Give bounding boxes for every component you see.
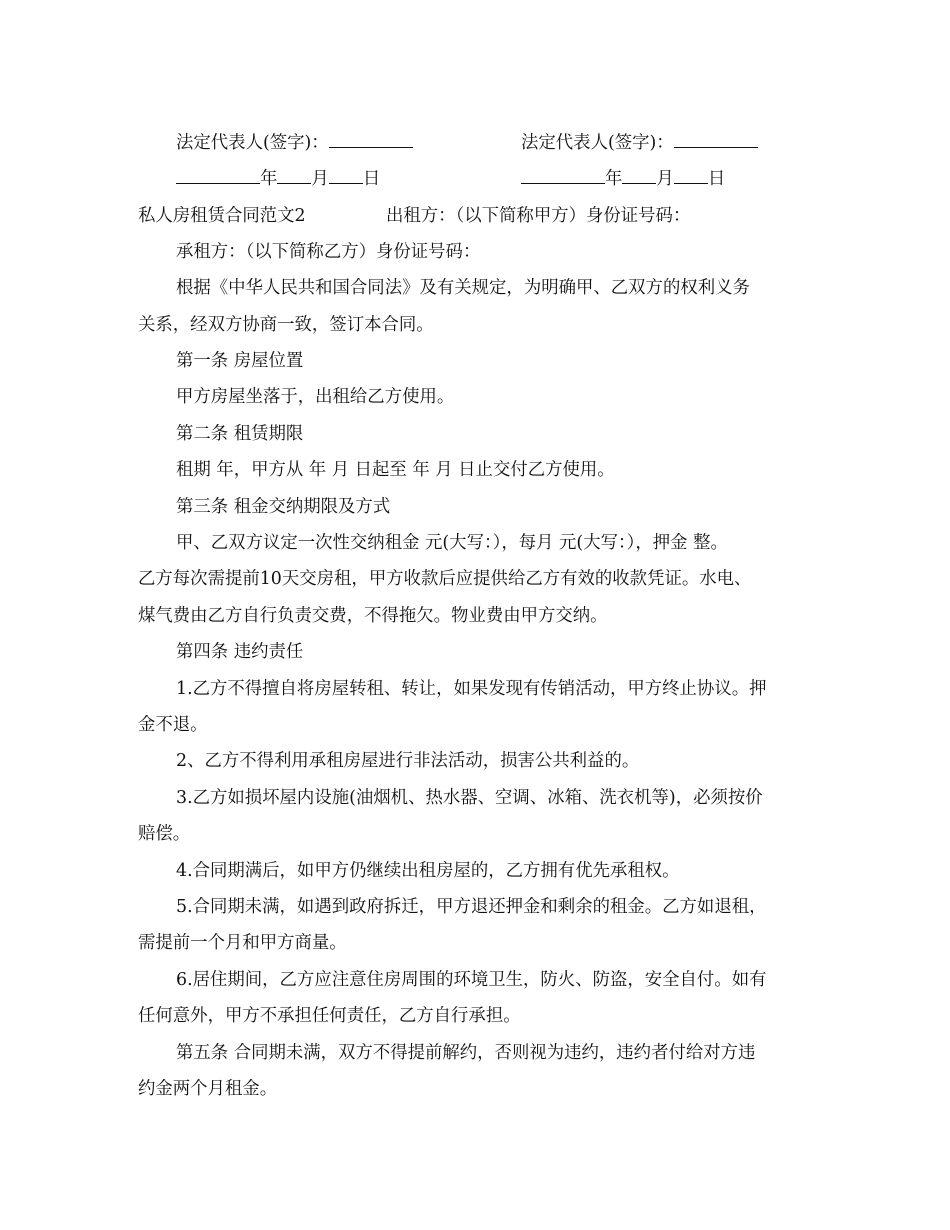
article-4-line: 任何意外，甲方不承担任何责任，乙方自行承担。: [138, 1006, 521, 1026]
article-3-heading: 第三条 租金交纳期限及方式: [176, 497, 391, 517]
left-rep-label: 法定代表人(签字)：: [176, 133, 329, 153]
right-rep-label: 法定代表人(签字)：: [521, 133, 674, 153]
article-4-line: 赔偿。: [138, 824, 191, 844]
contract-title: 私人房租赁合同范文2: [138, 206, 306, 226]
article-1-heading: 第一条 房屋位置: [176, 351, 304, 371]
left-signature-blank: [329, 131, 413, 148]
date-left: [176, 167, 380, 191]
article-5-line: 第五条 合同期未满，双方不得提前解约，否则视为违约，违约者付给对方违: [176, 1043, 756, 1063]
intro-line-2: 关系，经双方协商一致，签订本合同。: [138, 315, 434, 335]
article-4-line: 3.乙方如损坏屋内设施(油烟机、热水器、空调、冰箱、洗衣机等)，必须按价: [176, 788, 763, 808]
article-4-line: 1.乙方不得擅自将房屋转租、转让，如果发现有传销活动，甲方终止协议。押: [176, 679, 767, 699]
article-4-line: 需提前一个月和甲方商量。: [138, 933, 347, 953]
date-right: [521, 167, 725, 191]
right-signature-blank: [674, 131, 758, 148]
right-month-label: 月: [656, 169, 674, 189]
right-day-blank: [674, 167, 708, 184]
left-day-blank: [329, 167, 363, 184]
article-4-line: 5.合同期未满，如遇到政府拆迁，甲方退还押金和剩余的租金。乙方如退租，: [176, 897, 767, 917]
article-4-heading: 第四条 违约责任: [176, 642, 304, 662]
intro-line-1: 根据《中华人民共和国合同法》及有关规定，为明确甲、乙双方的权利义务: [176, 278, 750, 298]
right-year-label: 年: [605, 169, 623, 189]
article-2-text: 租期 年，甲方从 年 月 日起至 年 月 日止交付乙方使用。: [176, 460, 615, 480]
right-day-label: 日: [707, 169, 726, 189]
article-2-heading: 第二条 租赁期限: [176, 424, 304, 444]
article-4-line: 2、乙方不得利用承租房屋进行非法活动，损害公共利益的。: [176, 751, 640, 771]
article-4-line: 4.合同期满后，如甲方仍继续出租房屋的，乙方拥有优先承租权。: [176, 861, 680, 881]
article-3-line: 甲、乙双方议定一次性交纳租金 元(大写：），每月 元(大写：），押金 整。: [176, 533, 728, 553]
right-month-blank: [622, 167, 656, 184]
signature-right: [521, 131, 758, 155]
article-4-line: 6.居住期间，乙方应注意住房周围的环境卫生，防火、防盗，安全自付。如有: [176, 970, 767, 990]
article-1-text: 甲方房屋坐落于，出租给乙方使用。: [176, 387, 455, 407]
lessor-line: 出租方：（以下简称甲方）身份证号码：: [386, 206, 691, 226]
article-3-line: 煤气费由乙方自行负责交费，不得拖欠。物业费由甲方交纳。: [138, 606, 608, 626]
left-month-label: 月: [311, 169, 329, 189]
left-year-blank: [176, 167, 260, 184]
article-5-line: 约金两个月租金。: [138, 1079, 278, 1099]
right-year-blank: [521, 167, 605, 184]
left-month-blank: [277, 167, 311, 184]
article-4-line: 金不退。: [138, 715, 208, 735]
left-day-label: 日: [362, 169, 381, 189]
article-3-line: 乙方每次需提前10天交房租，甲方收款后应提供给乙方有效的收款凭证。水电、: [138, 569, 752, 589]
signature-left: [176, 131, 413, 155]
left-year-label: 年: [260, 169, 278, 189]
lessee-line: 承租方：（以下简称乙方）身份证号码：: [176, 242, 481, 262]
